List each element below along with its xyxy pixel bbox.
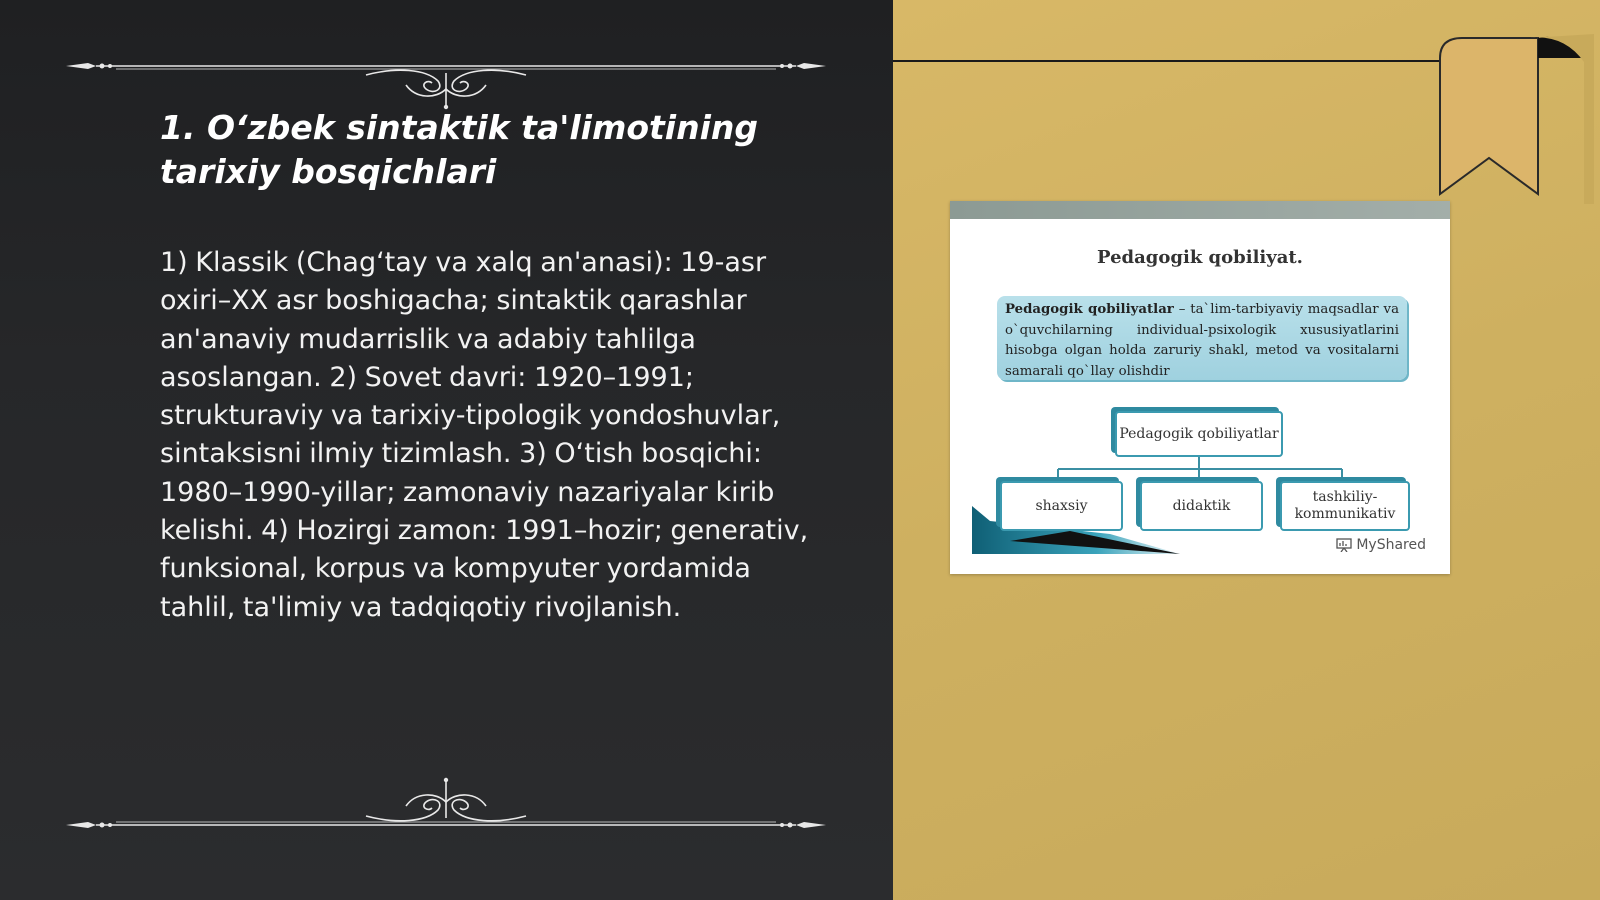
slide-body-text: 1) Klassik (Chag‘tay va xalq an'anasi): 19-asr oxiri–XX asr boshigacha; sintaktik qarashlar an'anaviy mudarrislik va adabiy tahlilga asoslangan. 2) Sovet davri: 1920–1991; strukturaviy va tarixiy-tipologik yondoshuvlar, sintaksisni ilmiy tizimlash. 3) O‘tish bosqichi: 1980–1990-yillar; zamonaviy nazariyalar kirib kelishi. 4) Hozirgi zamon: 1991–hozir; generativ, funksional, korpus va kompyuter yordamida tahlil, ta'limiy va tadqiqotiy rivojlanish. bbox=[160, 247, 809, 623]
presentation-icon bbox=[1336, 538, 1352, 552]
diagram-node-didaktik: didaktik bbox=[1140, 481, 1263, 531]
watermark bbox=[1336, 537, 1426, 553]
embedded-diagram-image bbox=[950, 201, 1450, 574]
diagram-node-tashkiliy: tashkiliy-kommunikativ bbox=[1280, 481, 1410, 531]
horizontal-rule bbox=[893, 60, 1453, 62]
diagram-node-shaxsiy: shaxsiy bbox=[1000, 481, 1123, 531]
definition-text: – ta`lim-tarbiyaviy maqsadlar va o`quvchilarning individual-psixologik xususiyatlarini hisobga olgan holda zaruriy shakl, metod va vositalarni samarali qo`llay olishdir bbox=[1005, 302, 1399, 379]
image-heading: Pedagogik qobiliyat. bbox=[1097, 247, 1303, 268]
definition-term: Pedagogik qobiliyatlar bbox=[1005, 302, 1174, 317]
diagram-root-node: Pedagogik qobiliyatlar bbox=[1115, 411, 1283, 457]
definition-box bbox=[997, 296, 1407, 380]
bookmark-ribbon bbox=[1434, 34, 1594, 204]
watermark-text: MyShared bbox=[1356, 537, 1426, 553]
slide-title: 1. O‘zbek sintaktik ta'limotining tarixiy bosqichlari bbox=[160, 108, 759, 191]
bottom-ornament-divider bbox=[66, 772, 826, 832]
